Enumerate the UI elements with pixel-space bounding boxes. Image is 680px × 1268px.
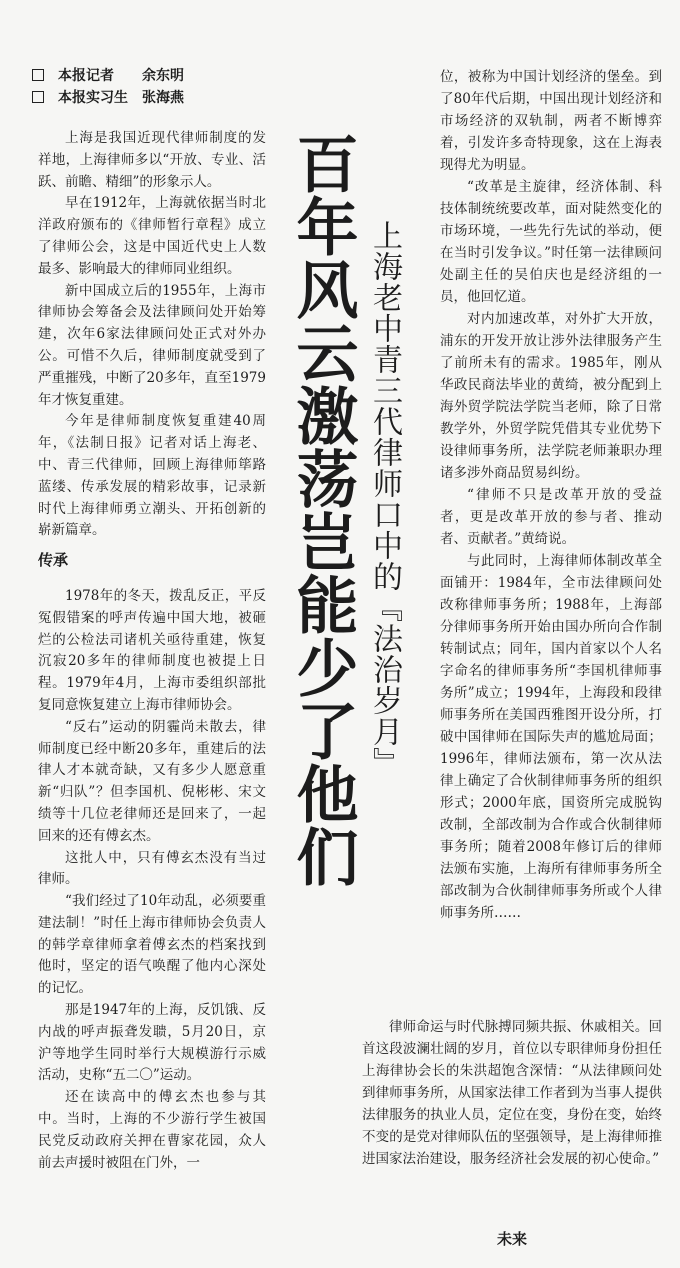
subheadline: 上海老中青三代律师口中的『法治岁月』 bbox=[367, 220, 402, 778]
bottom-column bbox=[362, 1016, 662, 1170]
square-icon bbox=[32, 69, 44, 81]
paragraph: 新中国成立后的1955年，上海市律师协会筹备会及法律顾问处开始筹建，次年6家法律顾问处正式对外办公。可惜不久后，律师制度就受到了严重摧残，中断了20多年，直至1979年才恢复重建。 bbox=[38, 282, 266, 408]
square-icon bbox=[32, 91, 44, 103]
bylines bbox=[32, 64, 184, 108]
paragraph-continued: 位，被称为中国计划经济的堡垒。到了80年代后期，中国出现计划经济和市场经济的双轨制，两者不断博弈着，引发许多奇特现象，这在上海表现得尤为明显。 bbox=[440, 69, 662, 173]
paragraph: 还在读高中的傅玄杰也参与其中。当时，上海的不少游行学生被国民党反动政府关押在曹家花园，众人前去声援时被阻在门外，一 bbox=[38, 1089, 266, 1171]
paragraph: 与此同时，上海律师体制改革全面铺开：1984年，全市法律顾问处改称律师事务所；1988年，上海部分律师事务所开始由国办所向合作制转制试点；同年，国内首家以个人名字命名的律师事务所“李国机律师事务所”成立；1994年，上海段和段律师事务所在美国西雅图开设分所，打破中国律师在国际失声的尴尬局面；1996年，律师法颁布，第一次从法律上确定了合伙制律师事务所的组织形式；2000年底，国资所完成脱钩改制，全部改制为合作或合伙制律师事务所；随着2008年修订后的律师法颁布实施，上海所有律师事务所全部改制为合伙制律师事务所或个人律师事务所…… bbox=[440, 553, 662, 921]
paragraph: 这批人中，只有傅玄杰没有当过律师。 bbox=[38, 849, 266, 888]
paragraph: “律师不只是改革开放的受益者，更是改革开放的参与者、推动者、贡献者。”黄绮说。 bbox=[440, 487, 662, 547]
section-heading-inheritance: 传承 bbox=[38, 551, 69, 570]
byline-intern bbox=[32, 86, 184, 108]
byline-role: 本报实习生 bbox=[58, 90, 128, 106]
left-column bbox=[38, 128, 266, 1174]
paragraph: 上海是我国近现代律师制度的发祥地，上海律师多以“开放、专业、活跃、前瞻、精细”的形象示人。 bbox=[38, 130, 266, 190]
paragraph: 早在1912年，上海就依据当时北洋政府颁布的《律师暂行章程》成立了律师公会，这是中国近代史上人数最多、影响最大的律师同业组织。 bbox=[38, 195, 266, 277]
paragraph: 对内加速改革，对外扩大开放，浦东的开发开放让涉外法律服务产生了前所未有的需求。1985年，刚从华政民商法毕业的黄绮，被分配到上海外贸学院法学院当老师，除了日常教学外，外贸学院凭借其专业优势下设律师事务所，法学院老师兼职办理诸多涉外商品贸易纠纷。 bbox=[440, 311, 662, 481]
paragraph: 律师命运与时代脉搏同频共振、休戚相关。回首这段波澜壮阔的岁月，首位以专职律师身份担任上海律协会长的朱洪超饱含深情：“从法律顾问处到律师事务所，从国家法律工作者到为当事人提供法律服务的执业人员，定位在变，身份在变，始终不变的是党对律师队伍的坚强领导，是上海律师推进国家法治建设，服务经济社会发展的初心使命。” bbox=[362, 1019, 662, 1167]
right-column bbox=[440, 66, 662, 924]
byline-role: 本报记者 bbox=[58, 68, 114, 84]
paragraph: “改革是主旋律，经济体制、科技体制统统要改革，面对陡然变化的市场环境，一些先行先试的举动，便在当时引发争议。”时任第一法律顾问处副主任的吴伯庆也是经济组的一员，他回忆道。 bbox=[440, 179, 662, 305]
headline: 百年风云激荡岂能少了他们 bbox=[286, 132, 359, 888]
paragraph: “我们经过了10年动乱，必须要重建法制！”时任上海市律师协会负责人的韩学章律师拿着傅玄杰的档案找到他时，坚定的语气唤醒了他内心深处的记忆。 bbox=[38, 893, 266, 997]
section-heading-future: 未来 bbox=[496, 1230, 527, 1248]
paragraph: 那是1947年的上海，反饥饿、反内战的呼声振聋发聩，5月20日，京沪等地学生同时举行大规模游行示威活动，史称“五二〇”运动。 bbox=[38, 1002, 266, 1084]
paragraph: 1978年的冬天，拨乱反正，平反冤假错案的呼声传遍中国大地，被砸烂的公检法司诸机关亟待重建，恢复沉寂20多年的律师制度也被提上日程。1979年4月，上海市委组织部批复同意恢复建立上海市律师协会。 bbox=[38, 587, 266, 713]
byline-name: 张海燕 bbox=[142, 90, 184, 106]
byline-name: 余东明 bbox=[142, 68, 184, 84]
paragraph: 今年是律师制度恢复重建40周年，《法制日报》记者对话上海老、中、青三代律师，回顾上海律师筚路蓝缕、传承发展的精彩故事，记录新时代上海律师勇立潮头、开拓创新的崭新篇章。 bbox=[38, 413, 266, 539]
byline-reporter bbox=[32, 64, 184, 86]
paragraph: “反右”运动的阴霾尚未散去，律师制度已经中断20多年，重建后的法律人才本就奇缺，又有多少人愿意重新“归队”？但李国机、倪彬彬、宋文绩等十几位老律师还是回来了，一起回来的还有傅玄杰。 bbox=[38, 718, 266, 844]
